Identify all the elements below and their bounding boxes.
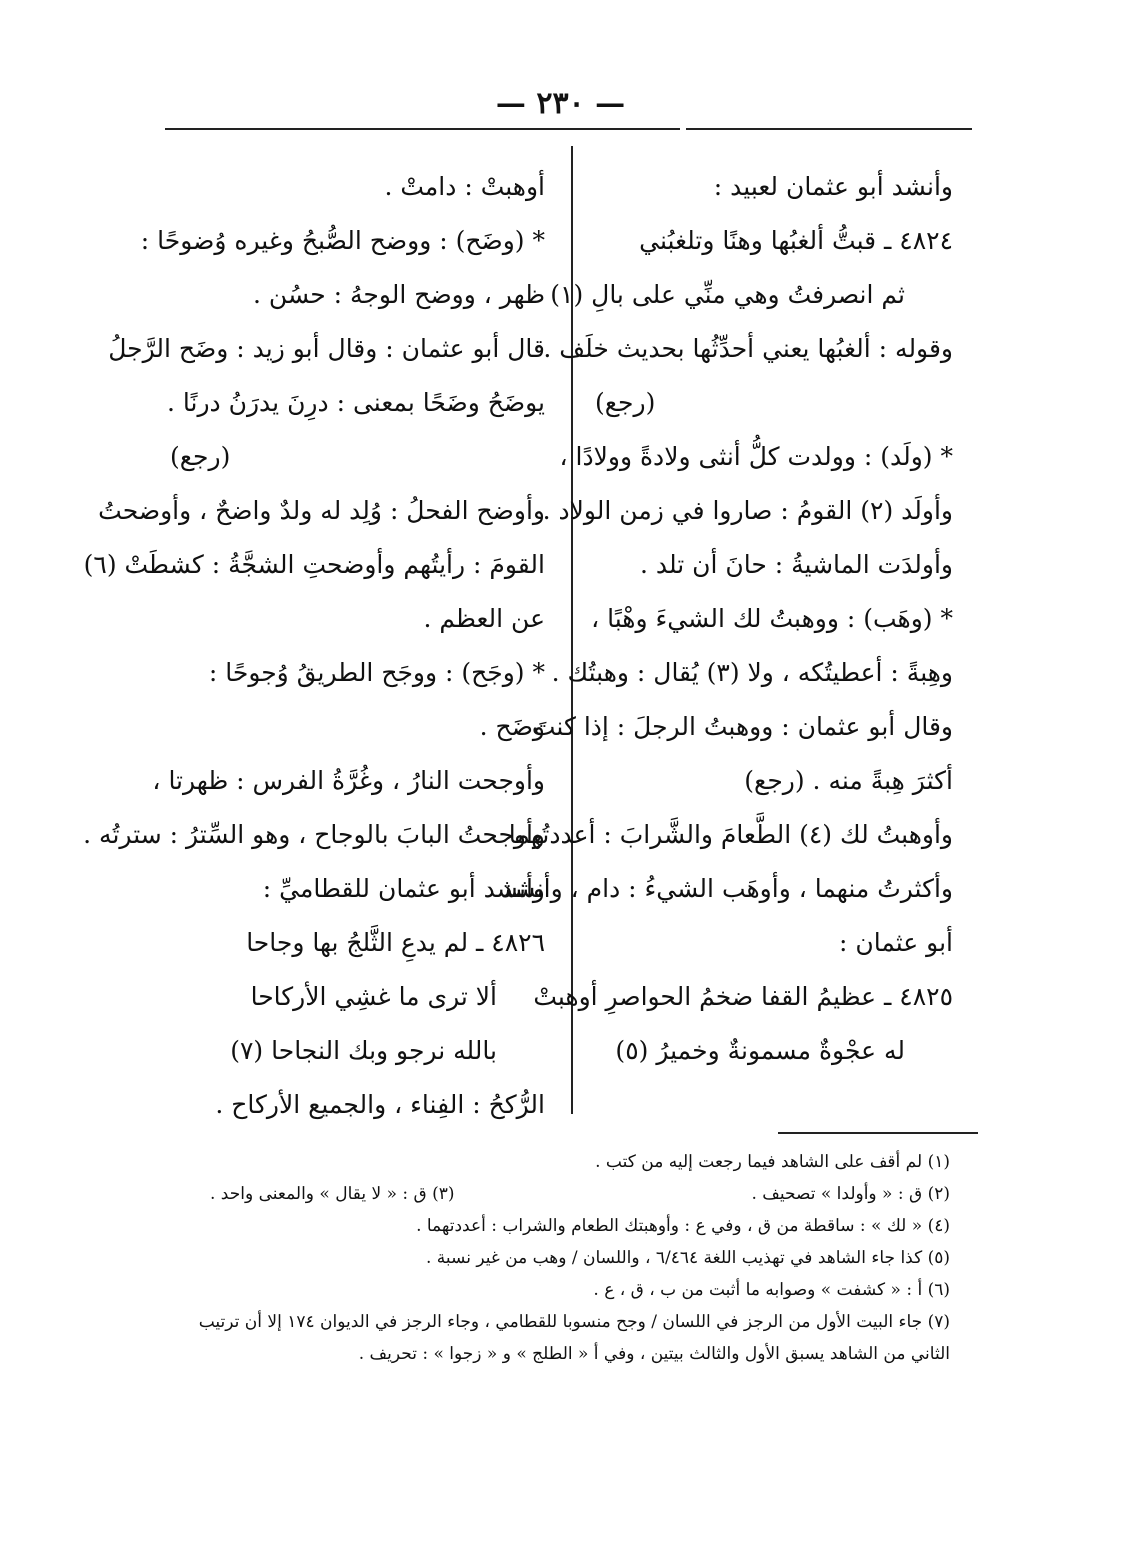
page-number: — ٢٣٠ — [495,86,626,121]
left-column [83,160,545,1132]
text-line: وضَح . [479,712,545,741]
text-line: الرُّكحُ : الفِناء ، والجميع الأركاح . [215,1090,545,1119]
footnote: (٥) كذا جاء الشاهد في تهذيب اللغة ٦/٤٦٤ ، واللسان / وهب من غير نسبة . [426,1248,950,1268]
entry-line: * (وضَح) : ووضح الصُّبحُ وغيره وُضوحًا : [140,226,545,255]
footnote: (٣) ق : « لا يقال » والمعنى واحد . [210,1184,455,1204]
text-line: وأنشد أبو عثمان للقطاميِّ : [262,874,545,903]
text-line: أكثرَ هِبةً منه . (رجع) [744,766,953,795]
entry-line: * (وجَح) : ووجَح الطريقُ وُجوحًا : [208,658,545,687]
verse-line: ثم انصرفتُ وهي منِّي على بالِ (١) [550,280,905,309]
verse-line: ٤٨٢٤ ـ قبتُّ ألغبُها وهنًا وتلغبُني [639,226,953,255]
footnote: (٤) « لك » : ساقطة من ق ، وفي ع : وأوهبتك الطعام والشراب : أعددتهما . [416,1216,950,1236]
verse-line: بالله نرجو وبك النجاحا (٧) [230,1036,497,1065]
text-line: وقوله : ألغبُها يعني أحدِّثُها بحديث خلَف . [543,334,953,363]
text-line: وأوضح الفحلُ : وُلِد له ولدٌ واضحٌ ، وأوضحتُ [98,496,545,525]
text-line: وأولَد (٢) القومُ : صاروا في زمن الولاد . [542,496,953,525]
text-line: القومَ : رأيتُهم وأوضحتِ الشجَّةُ : كشطَتْ (٦) [83,550,545,579]
footnote: (٢) ق : « وأولدا » تصحيف . [751,1184,950,1204]
text-line: وأوجحتُ البابَ بالوجاح ، وهو السِّترُ : سترتُه . [83,820,545,849]
text-line: يوضَحُ وضَحًا بمعنى : درِنَ يدرَنُ درنًا . [166,388,545,417]
verse-line: ٤٨٢٥ ـ عظيمُ القفا ضخمُ الحواصرِ أوهبتْ [533,982,953,1011]
text-line: وهِبةً : أعطيتُكه ، ولا (٣) يُقال : وهبتُك . [551,658,953,687]
verse-line: ٤٨٢٦ ـ لم يدعِ الثَّلجُ بها وجاحا [246,928,545,957]
return-tag: (رجع) [170,442,231,471]
entry-line: * (وهَب) : ووهبتُ لك الشيءَ وهْبًا ، [591,604,953,633]
footnote: (٧) جاء البيت الأول من الرجز في اللسان / وجح منسوبا للقطامي ، وجاء الرجز في الديوان ١٧٤ إلا أن ترتيب [198,1312,950,1332]
text-line: وأولدَت الماشيةُ : حانَ أن تلد . [639,550,953,579]
footnote-pair [170,1178,950,1210]
footnote-continuation: الثاني من الشاهد يسبق الأول والثالث بيتين ، وفي أ « الطلج » و « زجوا » : تحريف . [358,1344,950,1364]
entry-line: * (ولَد) : وولدت كلُّ أنثى ولادةً وولادًا ، [559,442,953,471]
text-line: ظهر ، ووضح الوجهُ : حسُن . [253,280,545,309]
verse-line: ألا ترى ما غشِي الأركاحا [250,982,497,1011]
verse-line: له عجْوةٌ مسمونةٌ وخميرُ (٥) [615,1036,905,1065]
text-line: وأوجحت النارُ ، وغُرَّةُ الفرس : ظهرتا ، [152,766,545,795]
return-tag: (رجع) [595,388,656,417]
text-line: قال أبو عثمان : وقال أبو زيد : وضَح الرَّجلُ [108,334,545,363]
footnote-divider [778,1132,978,1134]
text-line: أوهبتْ : دامتْ . [384,172,545,201]
footnote: (٦) أ : « كشفت » وصوابه ما أثبت من ب ، ق ، ع . [593,1280,950,1300]
header-rule-left [165,128,680,130]
text-line: وأكثرتُ منهما ، وأوهَب الشيءُ : دام ، وأنشد [501,874,953,903]
footnote: (١) لم أقف على الشاهد فيما رجعت إليه من كتب . [595,1152,950,1172]
text-line: وأوهبتُ لك (٤) الطَّعامَ والشَّرابَ : أعددتُهما [508,820,953,849]
footnotes [170,1146,950,1370]
text-line: عن العظم . [423,604,545,633]
header-rule-right [686,128,972,130]
text-line: أبو عثمان : [838,928,953,957]
text-line: وأنشد أبو عثمان لعبيد : [713,172,953,201]
text-line: وقال أبو عثمان : ووهبتُ الرجلَ : إذا كنتَ [531,712,953,741]
